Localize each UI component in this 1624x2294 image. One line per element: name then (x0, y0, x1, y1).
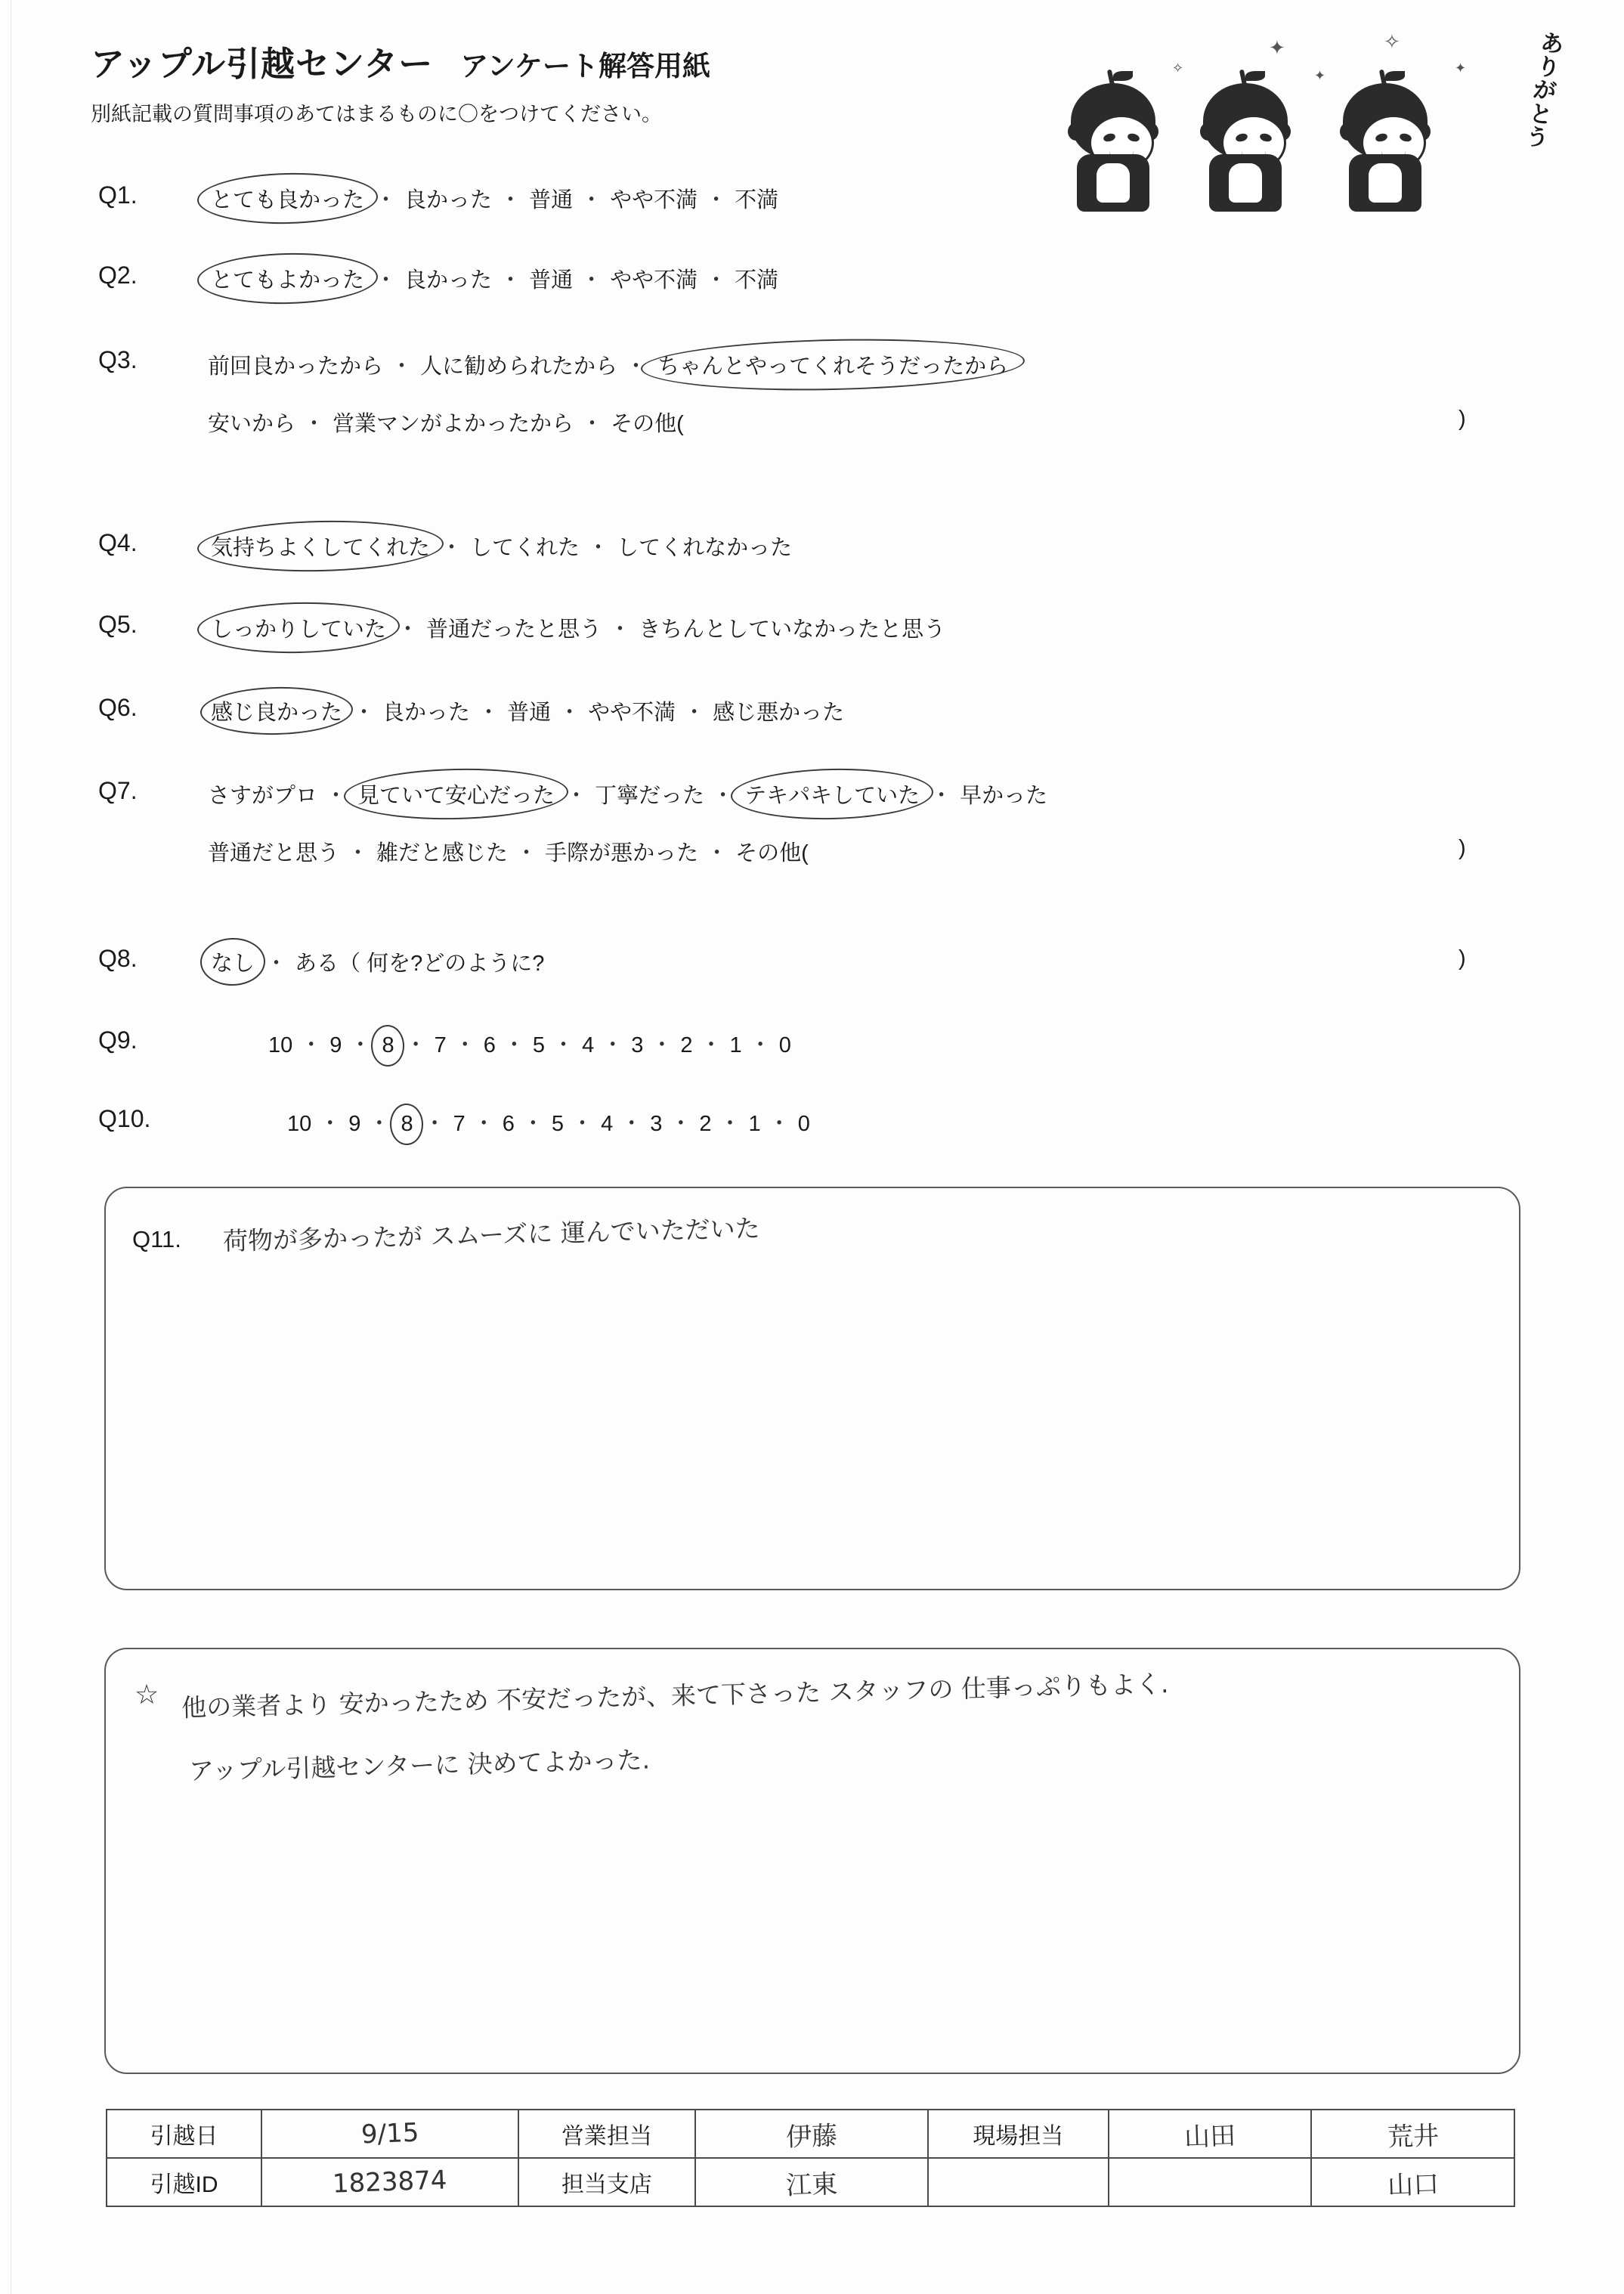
thanks-text: ありがとう (1523, 29, 1566, 153)
option[interactable]: 普通だと思う (208, 841, 340, 865)
scale-value[interactable]: 3 (650, 1112, 663, 1136)
document-header (91, 36, 1073, 127)
option[interactable]: きちんとしていなかったと思う (639, 618, 946, 642)
question-label-q4: Q4. (98, 529, 138, 556)
scale-value[interactable]: 4 (582, 1033, 595, 1057)
comment-line-2: アップル引越センターに 決めてよかった. (188, 1744, 651, 1786)
sparkle-icon: ✦ (1314, 68, 1326, 83)
page-title: アンケート解答用紙 (460, 51, 711, 82)
option-selected[interactable]: 気持ちよくしてくれた (208, 531, 433, 562)
question-options-q7-line1: さすがプロ ・ 見ていて安心だった ・ 丁寧だった ・ テキパキしていた ・ 早かった (208, 779, 1047, 810)
option[interactable]: 良かった (382, 701, 471, 725)
scale-value[interactable]: 0 (778, 1033, 791, 1057)
scale-value[interactable]: 4 (601, 1112, 614, 1136)
option-selected[interactable]: しっかりしていた (208, 612, 389, 643)
paren-close-q7: ) (1459, 836, 1466, 860)
scale-value[interactable]: 5 (532, 1033, 546, 1057)
option-selected[interactable]: テキパキしていた (741, 779, 923, 810)
question-label-q5: Q5. (98, 611, 138, 638)
sparkle-icon: ✧ (1384, 30, 1400, 53)
question-label-q1: Q1. (98, 181, 138, 209)
footer-info-table (106, 2109, 1515, 2207)
option[interactable]: 感じ悪かった (713, 701, 845, 725)
question-scale-q10: 10 ・ 9 ・ 8 ・ 7 ・ 6 ・ 5 ・ 4 ・ 3 ・ 2 ・ 1 ・ 0 (287, 1112, 810, 1136)
option[interactable]: してくれなかった (617, 536, 793, 560)
footer-label-sales-rep: 営業担当 (518, 2110, 695, 2158)
option-selected[interactable]: ちゃんとやってくれそうだったから (654, 349, 1011, 380)
mascot-monkey-1 (1065, 70, 1162, 213)
comment-line-1: 他の業者より 安かったため 不安だったが、来て下さった スタッフの 仕事っぷりもよく. (181, 1669, 1169, 1723)
question-label-q6: Q6. (98, 694, 138, 721)
footer-label-branch: 担当支店 (518, 2158, 695, 2206)
footer-label-move-date: 引越日 (107, 2110, 261, 2158)
option-selected[interactable]: とても良かった (208, 183, 367, 214)
question-label-q11: Q11. (132, 1226, 181, 1252)
question-options-q3-line1: 前回良かったから ・ 人に勧められたから ・ ちゃんとやってくれそうだったから (208, 349, 1011, 380)
scale-value[interactable]: 7 (453, 1112, 466, 1136)
option[interactable]: 人に勧められたから (420, 354, 618, 379)
option[interactable]: 不満 (735, 268, 779, 293)
paren-close-q8: ) (1459, 946, 1466, 971)
question-options-q2: とてもよかった ・ 良かった ・ 普通 ・ やや不満 ・ 不満 (208, 263, 778, 294)
footer-label-site-staff-2 (928, 2158, 1109, 2206)
mascot-monkey-2 (1197, 70, 1294, 213)
sparkle-icon: ✧ (1172, 60, 1184, 76)
footer-value-site-staff-d[interactable]: 山口 (1311, 2158, 1514, 2206)
question-options-q7-line2: 普通だと思う ・ 雑だと感じた ・ 手際が悪かった ・ その他( (208, 841, 809, 865)
option[interactable]: 普通 (529, 268, 574, 293)
question-options-q6: 感じ良かった ・ 良かった ・ 普通 ・ やや不満 ・ 感じ悪かった (208, 695, 844, 726)
option[interactable]: 営業マンがよかったから (333, 412, 574, 436)
question-label-q8: Q8. (98, 945, 138, 972)
option-selected[interactable]: 見ていて安心だった (354, 779, 558, 810)
footer-value-site-staff-c[interactable] (1109, 2158, 1312, 2206)
option[interactable]: やや不満 (588, 701, 676, 725)
question-label-q10: Q10. (98, 1105, 151, 1132)
option[interactable]: してくれた (470, 536, 580, 560)
option-other[interactable]: その他( (611, 412, 684, 436)
option[interactable]: 雑だと感じた (376, 841, 509, 865)
option-other[interactable]: その他( (735, 841, 809, 865)
scale-value[interactable]: 3 (631, 1033, 644, 1057)
table-row (107, 2158, 1514, 2206)
option[interactable]: 普通だったと思う (426, 618, 602, 642)
scale-value[interactable]: 2 (680, 1033, 693, 1057)
option[interactable]: やや不満 (610, 268, 698, 293)
footer-value-site-staff-b[interactable]: 荒井 (1311, 2110, 1514, 2158)
mascot-illustration (1042, 21, 1571, 218)
scale-value[interactable]: 1 (748, 1112, 761, 1136)
option[interactable]: やや不満 (610, 188, 698, 212)
question-label-q3: Q3. (98, 346, 138, 373)
scale-value-selected[interactable]: 8 (379, 1033, 397, 1058)
table-row (107, 2110, 1514, 2158)
option[interactable]: 前回良かったから (208, 354, 384, 379)
option[interactable]: 安いから (208, 412, 296, 436)
question-label-q9: Q9. (98, 1026, 138, 1054)
scale-value[interactable]: 1 (729, 1033, 742, 1057)
option[interactable]: 良かった (404, 188, 493, 212)
paren-close-q3: ) (1459, 407, 1466, 431)
option[interactable]: 普通 (507, 701, 552, 725)
star-icon: ☆ (134, 1679, 159, 1711)
option[interactable]: さすがプロ (208, 784, 318, 808)
scale-value[interactable]: 2 (699, 1112, 712, 1136)
scale-value[interactable]: 9 (348, 1112, 361, 1136)
question-label-q7: Q7. (98, 777, 138, 804)
scale-value[interactable]: 9 (329, 1033, 342, 1057)
option-selected[interactable]: なし (208, 946, 258, 977)
sparkle-icon: ✦ (1269, 36, 1285, 59)
question-options-q4: 気持ちよくしてくれた ・ してくれた ・ してくれなかった (208, 531, 792, 562)
option-selected[interactable]: とてもよかった (208, 263, 367, 294)
scale-value[interactable]: 6 (483, 1033, 496, 1057)
option[interactable]: 不満 (735, 188, 779, 212)
question-label-q2: Q2. (98, 262, 138, 289)
question-options-q3-line2: 安いから ・ 営業マンがよかったから ・ その他( (208, 412, 684, 436)
question-options-q1: とても良かった ・ 良かった ・ 普通 ・ やや不満 ・ 不満 (208, 183, 778, 214)
footer-value-site-staff-a[interactable]: 山田 (1109, 2110, 1312, 2158)
footer-label-site-staff: 現場担当 (928, 2110, 1109, 2158)
scale-value-selected[interactable]: 8 (397, 1112, 416, 1137)
question-options-q8: なし ・ ある（ 何を?どのように? (208, 946, 544, 977)
question-scale-q9: 10 ・ 9 ・ 8 ・ 7 ・ 6 ・ 5 ・ 4 ・ 3 ・ 2 ・ 1 ・ 0 (268, 1033, 791, 1057)
question-options-q5: しっかりしていた ・ 普通だったと思う ・ きちんとしていなかったと思う (208, 612, 945, 643)
scale-value[interactable]: 6 (502, 1112, 515, 1136)
scale-value[interactable]: 5 (551, 1112, 565, 1136)
footer-value-sales-rep[interactable]: 伊藤 (695, 2110, 928, 2158)
footer-value-branch[interactable]: 江東 (695, 2158, 928, 2206)
company-name: アップル引越センター (91, 45, 434, 83)
option[interactable]: 早かった (960, 784, 1048, 808)
scale-value[interactable]: 7 (434, 1033, 447, 1057)
q11-handwritten-answer: 荷物が多かったが スムーズに 運んでいただいた (222, 1213, 761, 1256)
option[interactable]: 良かった (404, 268, 493, 293)
option[interactable]: 手際が悪かった (545, 841, 699, 865)
sparkle-icon: ✦ (1455, 60, 1467, 76)
scale-value[interactable]: 10 (287, 1112, 312, 1136)
option[interactable]: 普通 (529, 188, 574, 212)
scale-value[interactable]: 10 (268, 1033, 293, 1057)
footer-value-move-id[interactable]: 1823874 (261, 2158, 518, 2206)
scale-value[interactable]: 0 (797, 1112, 810, 1136)
option-other[interactable]: ある（ 何を?どのように? (295, 952, 545, 976)
instruction-text: 別紙記載の質問事項のあてはまるものに〇をつけてください。 (91, 103, 662, 125)
option[interactable]: 丁寧だった (595, 784, 705, 808)
footer-label-move-id: 引越ID (107, 2158, 261, 2206)
footer-value-move-date[interactable]: 9/15 (261, 2110, 518, 2158)
mascot-monkey-3 (1337, 70, 1434, 213)
option-selected[interactable]: 感じ良かった (208, 695, 345, 726)
